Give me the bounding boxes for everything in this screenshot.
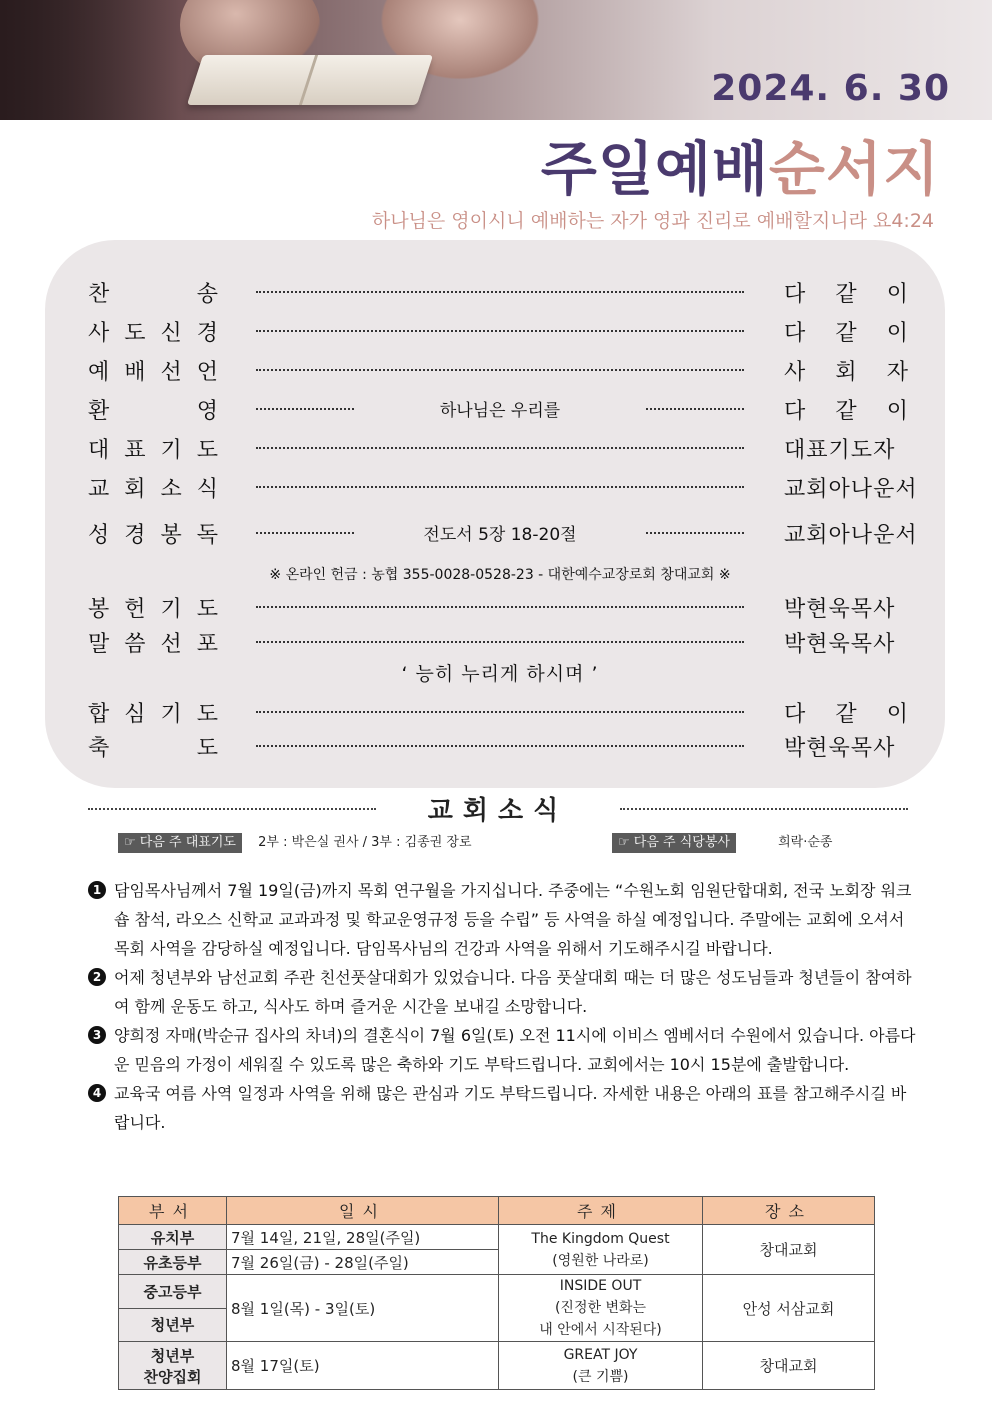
leader-dots bbox=[256, 330, 744, 332]
table-row bbox=[119, 1275, 875, 1309]
photo-shade bbox=[0, 0, 180, 120]
leader-dots bbox=[256, 486, 744, 488]
order-item-leader: 다 같 이 bbox=[784, 282, 908, 307]
news-heading-bar bbox=[88, 790, 908, 826]
order-item-leader: 다 같 이 bbox=[784, 399, 908, 424]
theme-line: 내 안에서 시작된다) bbox=[539, 1322, 662, 1338]
leader-dots bbox=[256, 606, 744, 608]
theme-cell bbox=[499, 1225, 703, 1275]
next-prayer-info bbox=[118, 832, 472, 854]
theme-cell bbox=[499, 1342, 703, 1390]
order-item-name: 봉 헌 기 도 bbox=[88, 597, 218, 622]
notice-text: 어제 청년부와 남선교회 주관 친선풋살대회가 있었습니다. 다음 풋살대회 때는 더 많은 성도님들과 청년들이 참여하여 함께 운동도 하고, 식사도 하며 즐거운 시간을 보내길 소망합니다. bbox=[114, 968, 912, 1016]
date-cell: 7월 14일, 21일, 28일(주일) bbox=[227, 1225, 499, 1250]
notice-number: 4 bbox=[88, 1084, 106, 1102]
leader-dots bbox=[256, 711, 744, 713]
order-item bbox=[88, 627, 908, 657]
theme-line: The Kingdom Quest bbox=[531, 1230, 670, 1247]
service-date: 2024. 6. 30 bbox=[711, 68, 950, 109]
summer-schedule-table bbox=[118, 1196, 875, 1390]
leader-dots bbox=[646, 532, 744, 534]
order-item-detail: 전도서 5장 18-20절 bbox=[423, 525, 577, 545]
notice-number: 2 bbox=[88, 968, 106, 986]
title-part-1: 주일예배 bbox=[540, 135, 769, 203]
bible-image bbox=[187, 55, 433, 105]
theme-line: GREAT JOY bbox=[563, 1346, 638, 1363]
order-item-name: 말 씀 선 포 bbox=[88, 632, 218, 657]
notice-number: 1 bbox=[88, 881, 106, 899]
order-item-name: 사 도 신 경 bbox=[88, 321, 218, 346]
leader-dots bbox=[256, 641, 744, 643]
notice-item bbox=[88, 1079, 918, 1137]
date-cell: 7월 26일(금) - 28일(주일) bbox=[227, 1250, 499, 1275]
next-meal-label: ☞ 다음 주 식당봉사 bbox=[612, 833, 736, 853]
date-cell: 8월 1일(목) - 3일(토) bbox=[227, 1275, 499, 1342]
order-item bbox=[88, 518, 918, 548]
leader-dots bbox=[256, 291, 744, 293]
department-line: 찬양집회 bbox=[143, 1367, 202, 1386]
order-item-name: 교 회 소 식 bbox=[88, 477, 218, 502]
table-header-row bbox=[119, 1197, 875, 1225]
order-item-leader: 교 회 아 나 운 서 bbox=[784, 523, 918, 548]
order-item-leader: 박 현 욱 목 사 bbox=[784, 597, 896, 622]
order-item-leader: 교 회 아 나 운 서 bbox=[784, 477, 918, 502]
order-item-name: 찬 송 bbox=[88, 282, 218, 307]
title-part-2: 순서지 bbox=[768, 135, 940, 203]
order-item-name: 환 영 bbox=[88, 399, 218, 424]
divider bbox=[620, 808, 908, 810]
order-item-name: 합 심 기 도 bbox=[88, 702, 218, 727]
place-cell: 창대교회 bbox=[703, 1342, 875, 1390]
department-cell: 중고등부 bbox=[119, 1275, 227, 1309]
place-cell: 창대교회 bbox=[703, 1225, 875, 1275]
notice-item bbox=[88, 963, 918, 1021]
notice-text: 교육국 여름 사역 일정과 사역을 위해 많은 관심과 기도 부탁드립니다. 자세한 내용은 아래의 표를 참고해주시길 바랍니다. bbox=[114, 1084, 907, 1132]
theme-line: (큰 기쁨) bbox=[572, 1368, 629, 1385]
leader-dots bbox=[256, 408, 354, 410]
column-header: 일시 bbox=[227, 1197, 499, 1225]
order-item-leader: 사 회 자 bbox=[784, 360, 908, 385]
order-item-leader: 다 같 이 bbox=[784, 321, 908, 346]
next-meal-info bbox=[612, 832, 832, 854]
notice-item bbox=[88, 1021, 918, 1079]
column-header: 주제 bbox=[499, 1197, 703, 1225]
place-cell: 안성 서삼교회 bbox=[703, 1275, 875, 1342]
order-item bbox=[88, 592, 908, 622]
news-heading: 교회소식 bbox=[427, 796, 569, 826]
divider bbox=[88, 808, 376, 810]
theme-line: INSIDE OUT bbox=[559, 1278, 642, 1294]
notice-text: 양희정 자매(박순규 집사의 차녀)의 결혼식이 7월 6일(토) 오전 11시에 이비스 엠베서더 수원에서 있습니다. 아름다운 믿음의 가정이 세워질 수 있도록 많은 축하와 기도 부탁드립니다. 교회에서는 10시 15분에 출발합니다. bbox=[114, 1026, 916, 1074]
notice-number: 3 bbox=[88, 1026, 106, 1044]
order-item-name: 축 도 bbox=[88, 736, 218, 761]
leader-dots bbox=[256, 532, 354, 534]
next-prayer-label: ☞ 다음 주 대표기도 bbox=[118, 833, 242, 853]
theme-line: (진정한 변화는 bbox=[554, 1300, 647, 1316]
order-item bbox=[88, 316, 908, 346]
department-cell: 유초등부 bbox=[119, 1250, 227, 1275]
department-cell: 유치부 bbox=[119, 1225, 227, 1250]
order-item-detail: 하나님은 우리를 bbox=[439, 401, 561, 421]
theme-cell bbox=[499, 1275, 703, 1342]
theme-line: (영원한 나라로) bbox=[552, 1252, 649, 1269]
next-meal-value: 희락·순종 bbox=[778, 835, 833, 850]
page-title bbox=[540, 122, 940, 206]
next-prayer-value: 2부 : 박은실 권사 / 3부 : 김종권 장로 bbox=[258, 835, 472, 850]
table-row bbox=[119, 1225, 875, 1250]
online-offering-note: ※ 온라인 헌금 : 농협 355-0028-0528-23 - 대한예수교장로회 창대교회 ※ bbox=[269, 567, 731, 583]
notice-list bbox=[88, 876, 918, 1137]
notice-item bbox=[88, 876, 918, 963]
order-item-leader: 박 현 욱 목 사 bbox=[784, 736, 896, 761]
order-item-leader: 대 표 기 도 자 bbox=[784, 438, 896, 463]
order-item bbox=[88, 472, 918, 502]
sermon-title: ‘ 능히 누리게 하시며 ’ bbox=[401, 663, 599, 685]
order-item-name: 대 표 기 도 bbox=[88, 438, 218, 463]
table-row bbox=[119, 1342, 875, 1390]
leader-dots bbox=[646, 408, 744, 410]
order-item bbox=[88, 731, 908, 761]
order-item bbox=[88, 433, 908, 463]
department-cell: 청년부 bbox=[119, 1308, 227, 1342]
department-cell bbox=[119, 1342, 227, 1390]
order-item-name: 성 경 봉 독 bbox=[88, 523, 218, 548]
leader-dots bbox=[256, 745, 744, 747]
leader-dots bbox=[256, 447, 744, 449]
column-header: 장소 bbox=[703, 1197, 875, 1225]
order-item-leader: 박 현 욱 목 사 bbox=[784, 632, 896, 657]
department-line: 청년부 bbox=[150, 1346, 195, 1365]
theme-verse: 하나님은 영이시니 예배하는 자가 영과 진리로 예배할지니라 요4:24 bbox=[371, 210, 934, 232]
column-header: 부서 bbox=[119, 1197, 227, 1225]
leader-dots bbox=[256, 369, 744, 371]
order-item bbox=[88, 697, 908, 727]
order-item bbox=[88, 277, 908, 307]
order-item bbox=[88, 394, 908, 424]
date-cell: 8월 17일(토) bbox=[227, 1342, 499, 1390]
order-item-leader: 다 같 이 bbox=[784, 702, 908, 727]
order-item bbox=[88, 355, 908, 385]
notice-text: 담임목사님께서 7월 19일(금)까지 목회 연구월을 가지십니다. 주중에는 “수원노회 임원단합대회, 전국 노회장 워크숍 참석, 라오스 신학교 교과과정 및 학교운영규정 등을 수립” 등 사역을 하실 예정입니다. 주말에는 교회에 오셔서 목회 사역을 감당하실 예정입니다. 담임목사님의 건강과 사역을 위해서 기도해주시길 바랍니다. bbox=[114, 881, 912, 958]
order-item-name: 예 배 선 언 bbox=[88, 360, 218, 385]
